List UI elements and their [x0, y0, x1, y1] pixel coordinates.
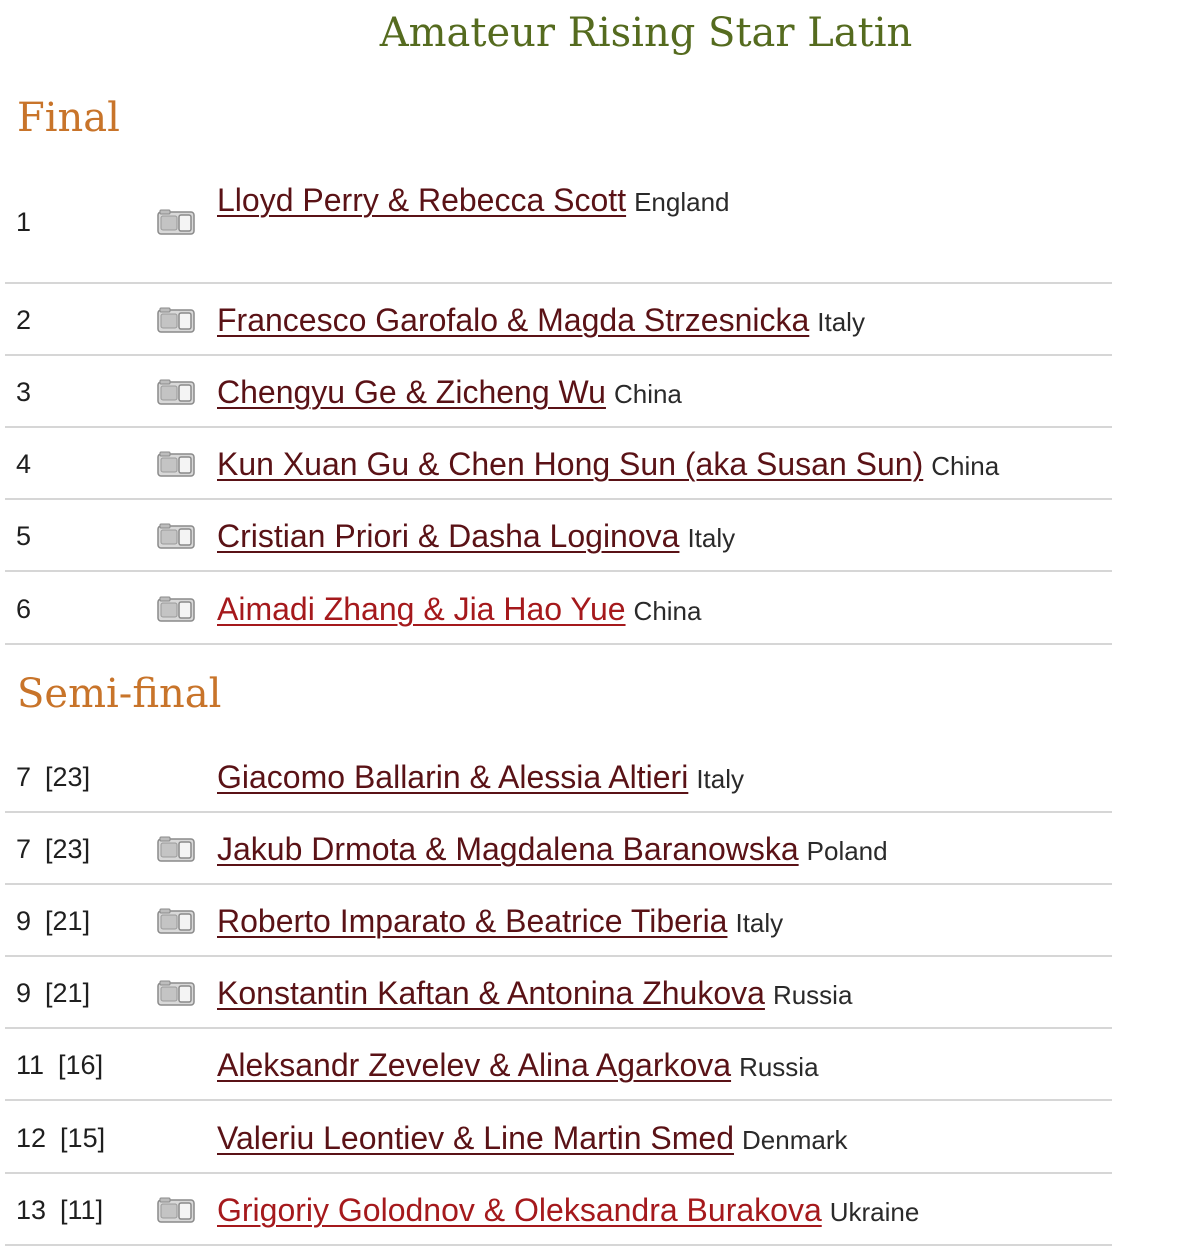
- camera-icon[interactable]: [157, 307, 195, 333]
- place-number: 2: [16, 305, 32, 335]
- place-number: 13 [11]: [16, 1195, 104, 1225]
- entry: [217, 180, 730, 227]
- country-label: Italy: [735, 908, 784, 938]
- country-label: Ukraine: [829, 1197, 920, 1227]
- camera-icon[interactable]: [157, 523, 195, 549]
- place-number: 11 [16]: [16, 1050, 104, 1080]
- country-label: China: [613, 379, 682, 409]
- rank-mark: [21]: [45, 906, 91, 936]
- entry: [217, 757, 744, 804]
- couple-link[interactable]: Aleksandr Zevelev & Alina Agarkova: [217, 1047, 732, 1083]
- result-row: [5, 428, 1112, 500]
- camera-icon[interactable]: [157, 908, 195, 934]
- couple-link[interactable]: Giacomo Ballarin & Alessia Altieri: [217, 759, 689, 795]
- couple-link[interactable]: Francesco Garofalo & Magda Strzesnicka: [217, 302, 810, 338]
- entry: [217, 973, 852, 1020]
- entry: [217, 1118, 848, 1165]
- place-number: 1: [16, 207, 32, 237]
- country-label: Russia: [739, 1052, 819, 1082]
- result-row: [5, 813, 1112, 885]
- rank-mark: [16]: [58, 1050, 104, 1080]
- place-number: 4: [16, 449, 32, 479]
- result-row: [5, 1029, 1112, 1101]
- entry: [217, 589, 701, 636]
- result-row: [5, 284, 1112, 356]
- rank-mark: [23]: [45, 834, 91, 864]
- camera-icon[interactable]: [157, 1197, 195, 1223]
- place-number: 6: [16, 594, 32, 624]
- couple-link[interactable]: Cristian Priori & Dasha Loginova: [217, 518, 680, 554]
- couple-link[interactable]: Chengyu Ge & Zicheng Wu: [217, 374, 606, 410]
- couple-link[interactable]: Roberto Imparato & Beatrice Tiberia: [217, 903, 728, 939]
- section-heading-final: Final: [17, 95, 120, 141]
- entry: [217, 444, 999, 491]
- entry: [217, 300, 865, 347]
- camera-icon[interactable]: [157, 596, 195, 622]
- country-label: Italy: [687, 523, 736, 553]
- entry: [217, 1045, 819, 1092]
- rank-mark: [11]: [60, 1195, 104, 1225]
- result-row: [5, 356, 1112, 428]
- couple-link[interactable]: Konstantin Kaftan & Antonina Zhukova: [217, 975, 765, 1011]
- country-label: China: [633, 596, 702, 626]
- camera-icon[interactable]: [157, 836, 195, 862]
- place-number: 5: [16, 521, 32, 551]
- country-label: Italy: [696, 764, 744, 794]
- couple-link[interactable]: Jakub Drmota & Magdalena Baranowska: [217, 831, 799, 867]
- section-heading-semi-final: Semi-final: [17, 671, 222, 717]
- entry: [217, 829, 888, 876]
- entry: [217, 372, 682, 419]
- rank-mark: [15]: [60, 1123, 106, 1153]
- result-row: [5, 163, 1112, 284]
- country-label: Russia: [772, 980, 853, 1010]
- couple-link[interactable]: Aimadi Zhang & Jia Hao Yue: [217, 591, 626, 627]
- result-row: [5, 741, 1112, 813]
- couple-link[interactable]: Grigoriy Golodnov & Oleksandra Burakova: [217, 1192, 822, 1228]
- camera-icon[interactable]: [157, 209, 195, 235]
- place-number: 9 [21]: [16, 978, 91, 1008]
- place-number: 9 [21]: [16, 906, 91, 936]
- country-label: England: [634, 187, 730, 217]
- country-label: Italy: [817, 307, 865, 337]
- result-row: [5, 573, 1112, 645]
- country-label: Poland: [806, 836, 888, 866]
- couple-link[interactable]: Lloyd Perry & Rebecca Scott: [217, 182, 627, 218]
- camera-icon[interactable]: [157, 980, 195, 1006]
- result-row: [5, 957, 1112, 1029]
- result-row: [5, 1174, 1112, 1246]
- rank-mark: [23]: [45, 762, 91, 792]
- entry: [217, 516, 735, 563]
- couple-link[interactable]: Valeriu Leontiev & Line Martin Smed: [217, 1120, 735, 1156]
- result-row: [5, 885, 1112, 957]
- result-row: [5, 1102, 1112, 1174]
- page-title: Amateur Rising Star Latin: [379, 10, 913, 56]
- country-label: China: [931, 451, 1000, 481]
- entry: [217, 1190, 919, 1237]
- camera-icon[interactable]: [157, 451, 195, 477]
- rank-mark: [21]: [45, 978, 91, 1008]
- place-number: 7 [23]: [16, 834, 91, 864]
- place-number: 7 [23]: [16, 762, 91, 792]
- result-row: [5, 500, 1112, 572]
- couple-link[interactable]: Kun Xuan Gu & Chen Hong Sun (aka Susan Sun): [217, 446, 924, 482]
- country-label: Denmark: [742, 1125, 848, 1155]
- place-number: 3: [16, 377, 32, 407]
- entry: [217, 901, 783, 948]
- camera-icon[interactable]: [157, 379, 195, 405]
- place-number: 12 [15]: [16, 1123, 106, 1153]
